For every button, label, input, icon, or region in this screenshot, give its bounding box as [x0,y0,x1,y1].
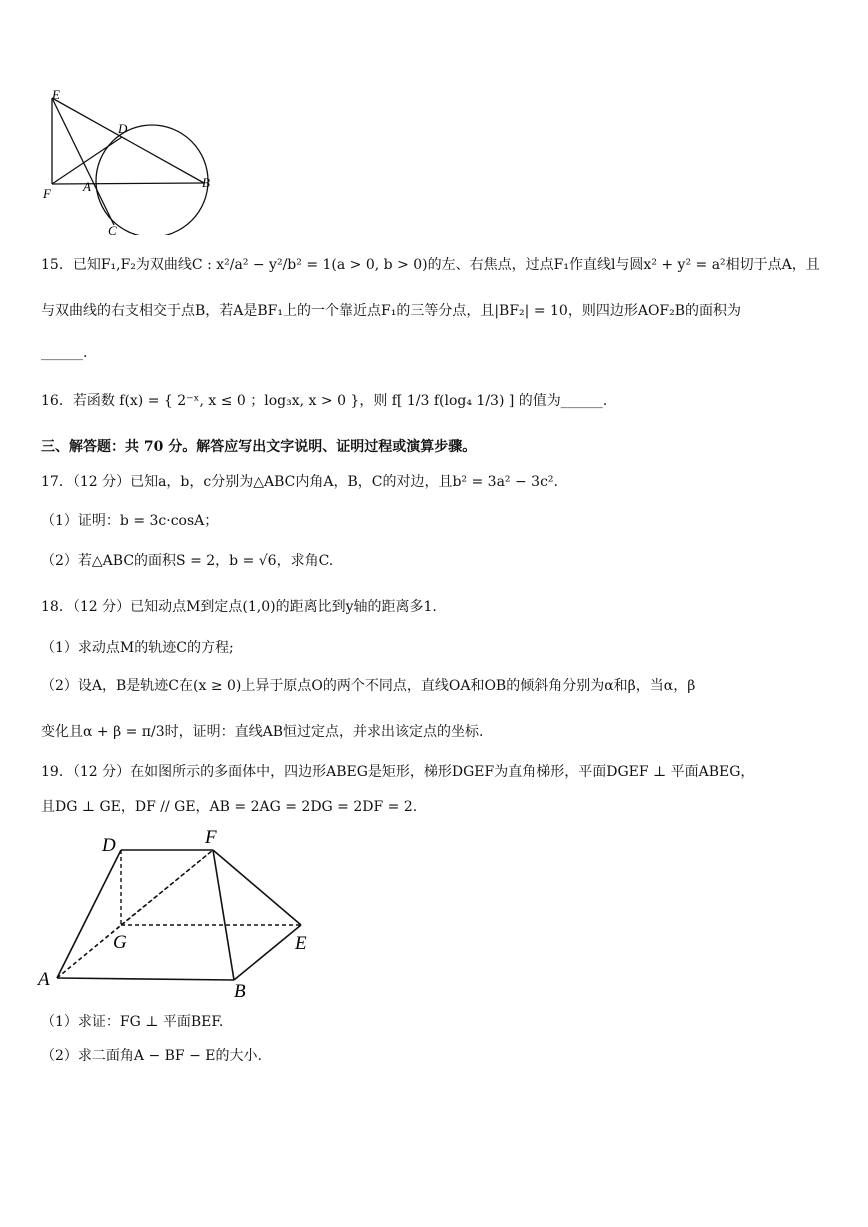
label-D: D [118,121,128,136]
label-F: F [205,827,217,848]
label-C: C [108,223,117,235]
q15-line3: ______. [41,345,88,361]
circle [96,125,208,235]
label-B: B [234,981,246,1002]
label-B: B [202,175,210,190]
label-E: E [295,933,307,954]
q17-part1: （1）证明：b = 3c·cosA； [41,513,219,529]
label-E: E [52,87,60,102]
label-G: G [113,932,127,953]
label-D: D [102,835,116,856]
q19-part1: （1）求证：FG ⊥ 平面BEF. [41,1014,224,1030]
edge-AG [57,925,121,978]
q15-line1: 15．已知F₁,F₂为双曲线C : x²/a² − y²/b² = 1(a > 0, b > 0)的左、右焦点，过点F₁作直线l与圆x² + y² = a²相切于点A，且 [41,257,820,273]
q19-stem-2: 且DG ⊥ GE，DF // GE，AB = 2AG = 2DG = 2DF = 2. [41,799,418,815]
q17-part2: （2）若△ABC的面积S = 2，b = √6，求角C. [41,553,334,569]
edge-BE [234,925,301,980]
q18-part2a: （2）设A，B是轨迹C在(x ≥ 0)上异于原点O的两个不同点，直线OA和OB的倾斜角分别为α和β，当α，β [41,678,696,694]
edge-FE [213,850,301,925]
edge-FB [213,850,234,980]
label-A: A [38,969,50,990]
q18-stem: 18．（12 分）已知动点M到定点(1,0)的距离比到y轴的距离多1. [41,599,437,615]
polyhedron-figure [35,825,320,1005]
segment-EC [52,98,114,225]
q15-line2: 与双曲线的右支相交于点B，若A是BF₁上的一个靠近点F₁的三等分点，且|BF₂| = 10，则四边形AOF₂B的面积为 [41,303,742,319]
q18-part2b: 变化且α + β = π/3时，证明：直线AB恒过定点，并求出该定点的坐标. [41,724,484,740]
q19-stem-1: 19．（12 分）在如图所示的多面体中，四边形ABEG是矩形，梯形DGEF为直角梯形，平面DGEF ⊥ 平面ABEG， [41,764,755,780]
edge-AB [57,978,234,980]
section-3-heading: 三、解答题：共 70 分。解答应写出文字说明、证明过程或演算步骤。 [41,439,477,455]
label-A: A [83,179,91,194]
q19-part2: （2）求二面角A − BF − E的大小. [41,1048,262,1064]
edge-GF [121,850,213,925]
segment-FB [52,183,204,184]
q18-part1: （1）求动点M的轨迹C的方程; [41,640,234,656]
label-F: F [43,186,51,201]
edge-DA [57,850,121,978]
segment-EB [52,98,204,183]
q16-text: 16．若函数 f(x) = { 2⁻ˣ, x ≤ 0 ；log₃x, x > 0 }，则 f[ 1/3 f(log₄ 1/3) ] 的值为______. [41,393,608,409]
segment-FD [52,137,122,184]
q17-stem: 17．（12 分）已知a，b，c分别为△ABC内角A，B，C的对边，且b² = 3a² − 3c². [41,474,558,490]
circle-figure [40,85,220,235]
